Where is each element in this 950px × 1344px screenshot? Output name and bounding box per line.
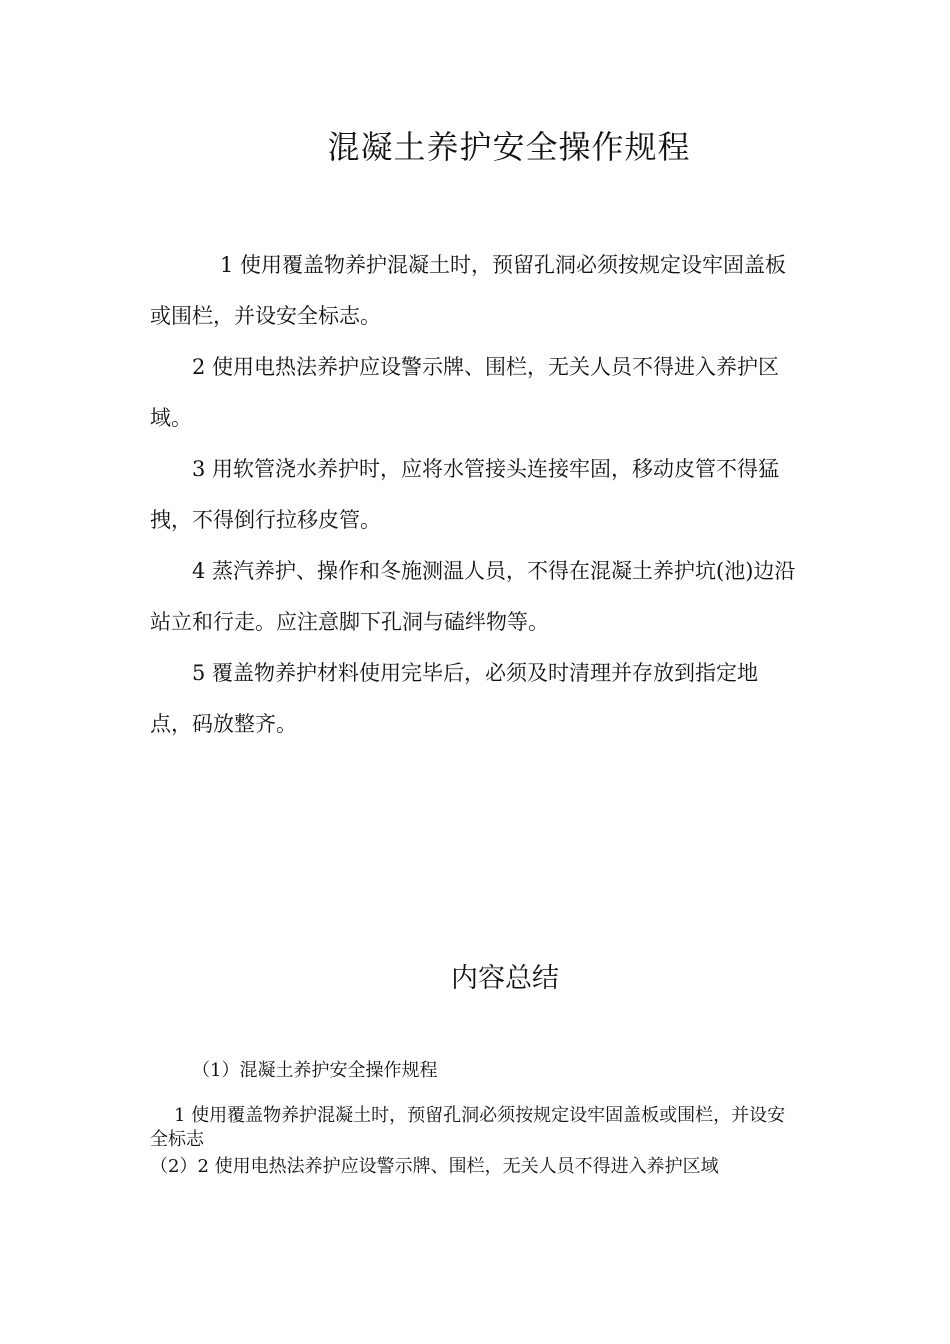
document-title: 混凝土养护安全操作规程 [327, 128, 691, 166]
paragraph-1: 1 使用覆盖物养护混凝土时，预留孔洞必须按规定设牢固盖板或围栏，并设安全标志。 [150, 253, 787, 328]
paragraph-3: 3 用软管浇水养护时，应将水管接头连接牢固，移动皮管不得猛拽，不得倒行拉移皮管。 [150, 457, 780, 532]
paragraph-4: 4 蒸汽养护、操作和冬施测温人员，不得在混凝土养护坑(池)边沿站立和行走。应注意脚下孔洞与磕绊物等。 [150, 559, 796, 634]
paragraph-5: 5 覆盖物养护材料使用完毕后，必须及时清理并存放到指定地点，码放整齐。 [150, 661, 759, 736]
paragraph-2: 2 使用电热法养护应设警示牌、围栏，无关人员不得进入养护区域。 [150, 355, 780, 430]
summary-title: 内容总结 [451, 963, 559, 994]
summary-heading: （1）混凝土养护安全操作规程 [192, 1060, 438, 1081]
summary-item-1: 1 使用覆盖物养护混凝土时，预留孔洞必须按规定设牢固盖板或围栏，并设安全标志 [150, 1105, 786, 1150]
summary-item-2: （2）2 使用电热法养护应设警示牌、围栏，无关人员不得进入养护区域 [150, 1156, 719, 1177]
